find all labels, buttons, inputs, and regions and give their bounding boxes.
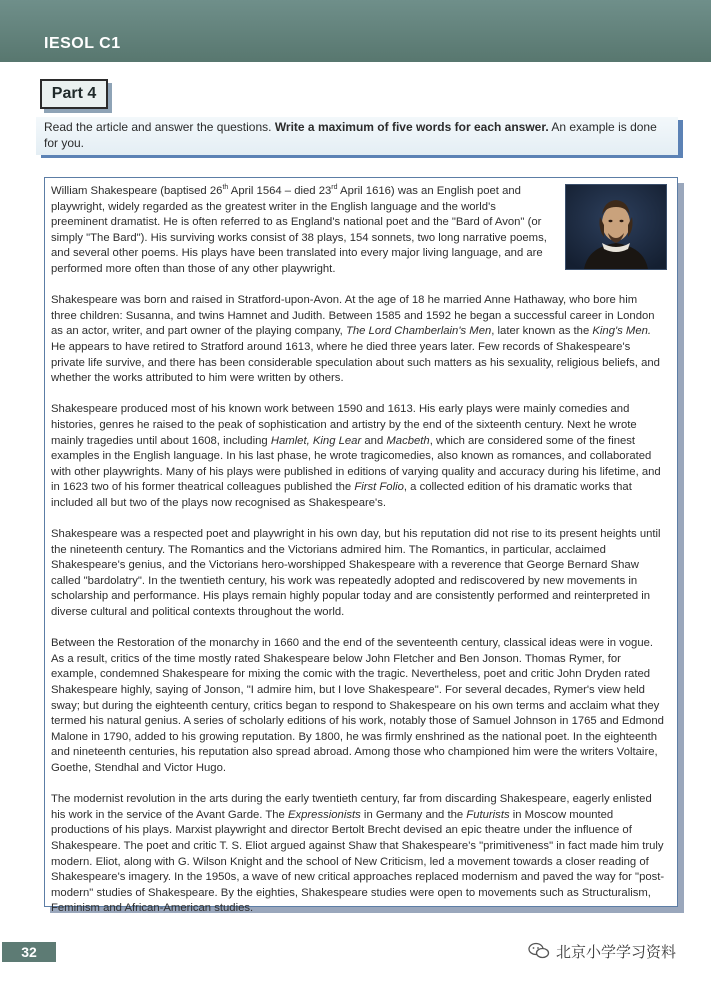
header-bar — [0, 0, 711, 62]
watermark-text: 北京小学学习资料 — [556, 942, 677, 961]
instructions-bold: Write a maximum of five words for each answer. — [274, 120, 549, 134]
part-heading: Part 4 — [40, 79, 108, 109]
wechat-icon — [528, 942, 550, 960]
article-paragraph-4: Shakespeare was a respected poet and playwright in his own day, but his reputation did not rise to its present heights until the nineteenth century. The Romantics and the Victorians admired him. The Romantics, in particular, acclaimed Shakespeare's genius, and the Victorians hero-worshipped Shakespeare with a reverence that George Bernard Shaw called "bardolatry". In the twentieth century, his work was repeatedly adopted and rediscovered by new movements in scholarship and performance. His plays remain highly popular today and are consistently performed and reinterpreted in diverse cultural and political contexts throughout the world. — [51, 528, 661, 619]
portrait-image-icon — [566, 185, 666, 269]
instructions-box — [36, 117, 678, 155]
instructions-text: Read the article and answer the questions. — [44, 120, 275, 134]
article-paragraph-5: Between the Restoration of the monarchy in 1660 and the end of the seventeenth century, classical ideas were in vogue. As a result, critics of the time mostly rated Shakespeare below John Fletcher and Ben Jonson. Thomas Rymer, for example, condemned Shakespeare for mixing the comic with the tragic. Nevertheless, poet and critic John Dryden rated Shakespeare highly, saying of Jonson, "I admire him, but I love Shakespeare". For several decades, Rymer's view held sway; but during the eighteenth century, critics began to respond to Shakespeare on his own terms and acclaim what they termed his natural genius. A series of scholarly editions of his work, notably those of Samuel Johnson in 1765 and Edmond Malone in 1790, added to his growing reputation. By 1800, he was firmly enshrined as the national poet. In the eighteenth and nineteenth centuries, his reputation also spread abroad. Among those who championed him were the writers Voltaire, Goethe, Stendhal and Victor Hugo. — [51, 637, 664, 774]
article-paragraph-6: The modernist revolution in the arts during the early twentieth century, far from discarding Shakespeare, eagerly enlisted his work in the service of the Avant Garde. The Expressionists in Germany and the Futurists in Moscow mounted productions of his plays. Marxist playwright and director Bertolt Brecht devised an epic theatre under the influence of Shakespeare. The poet and critic T. S. Eliot argued against Shaw that Shakespeare's "primitiveness" in fact made him truly modern. Eliot, along with G. Wilson Knight and the school of New Criticism, led a movement towards a closer reading of Shakespeare's imagery. In the 1950s, a wave of new critical approaches replaced modernism and paved the way for "post-modern" studies of Shakespeare. By the eighties, Shakespeare studies were open to movements such as Structuralism, Feminism and African-American studies. — [51, 793, 665, 915]
article-box — [44, 177, 678, 915]
article-paragraph-1: William Shakespeare (baptised 26th April 1564 – died 23rd April 1616) was an English poet and playwright, widely regarded as the greatest writer in the English language and the world's preeminent dramatist. He is often referred to as England's national poet and the "Bard of Avon" (or simply "The Bard"). His surviving works consist of 38 plays, 154 sonnets, two long narrative poems, and several other poems. His plays have been translated into every major living language, and are performed more often than those of any other playwright. — [51, 184, 547, 275]
article-paragraph-3: Shakespeare produced most of his known work between 1590 and 1613. His early plays were mainly comedies and histories, genres he raised to the peak of sophistication and artistry by the end of the sixteenth century. Next he wrote mainly tragedies until about 1608, including Hamlet, King Lear and Macbeth, which are considered some of the finest examples in the English language. In his last phase, he wrote tragicomedies, also known as romances, and collaborated with other playwrights. Many of his plays were published in editions of varying quality and accuracy during his lifetime, and in 1623 two of his former theatrical colleagues published the First Folio, a collected edition of his dramatic works that included all but two of the plays now recognised as Shakespeare's. — [51, 403, 661, 509]
article-paragraph-2: Shakespeare was born and raised in Stratford-upon-Avon. At the age of 18 he married Anne Hathaway, who bore him three children: Susanna, and twins Hamnet and Judith. Between 1585 and 1592 he began a successful career in London as an actor, writer, and part owner of the playing company, The Lord Chamberlain's Men, later known as the King's Men. He appears to have retired to Stratford around 1613, where he died three years later. Few records of Shakespeare's private life survive, and there has been considerable speculation about such matters as his sexuality, religious beliefs, and whether the works attributed to him were written by others. — [51, 294, 660, 385]
page-number: 32 — [2, 942, 56, 962]
header-title: IESOL C1 — [44, 35, 121, 52]
instructions-text-end: An example is done for you. — [44, 120, 657, 150]
watermark — [528, 940, 698, 962]
shakespeare-portrait — [565, 184, 667, 270]
